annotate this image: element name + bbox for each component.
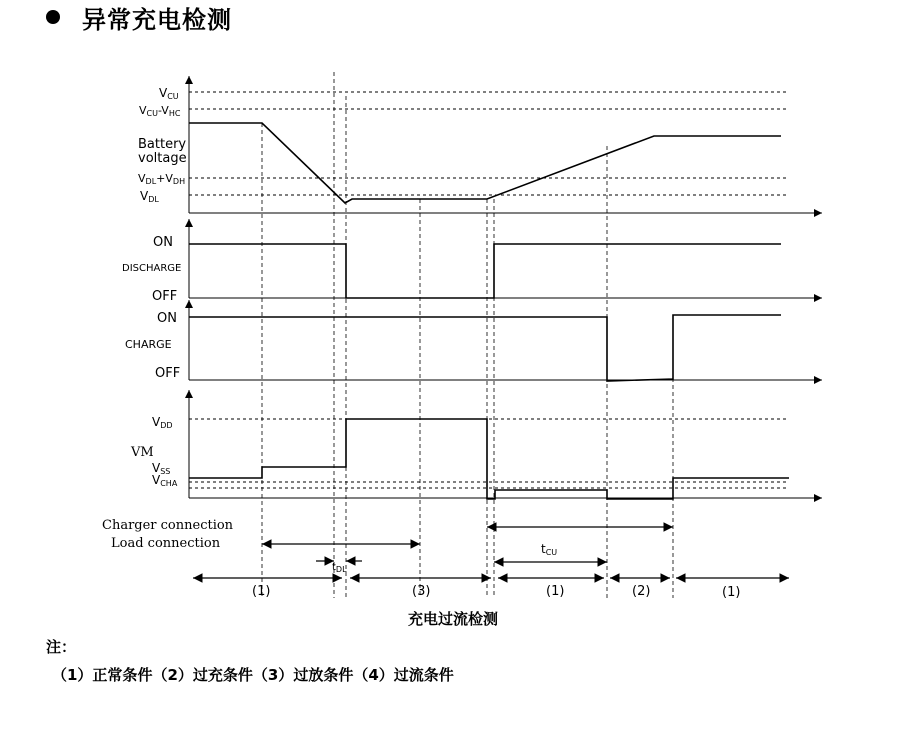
event-guides: [262, 72, 673, 598]
figure-caption: 充电过流检测: [407, 610, 498, 628]
battery-voltage-label-line1: Battery: [138, 137, 187, 152]
phase-arrows: [193, 578, 789, 600]
discharge-trace: [189, 244, 781, 298]
vdl-vdh-label: VDL+VDH: [138, 172, 186, 186]
vdd-label: VDD: [152, 415, 173, 430]
vm-label: VM: [131, 445, 154, 460]
discharge-off-label: OFF: [152, 289, 178, 304]
battery-panel: [138, 76, 822, 213]
phase-label: (1): [252, 584, 271, 599]
tdl-label: $t_{DL}$: [332, 562, 347, 574]
charge-panel: [125, 300, 822, 381]
vcu-vhc-label: VCU-VHC: [139, 104, 181, 118]
notes-label: 注：: [46, 638, 77, 656]
vss-label: VSS: [152, 461, 171, 476]
charge-trace: [189, 315, 781, 381]
connection-arrows: [102, 518, 673, 574]
vcu-label: VCU: [159, 86, 179, 101]
tcu-label: tCU: [541, 542, 558, 557]
discharge-on-label: ON: [153, 235, 173, 250]
vdl-label: VDL: [140, 189, 159, 204]
section-title-text: 异常充电检测: [82, 5, 232, 34]
charge-off-label: OFF: [155, 366, 181, 381]
vm-panel: [130, 390, 822, 499]
vcha-label: VCHA: [152, 473, 178, 488]
discharge-name-label: DISCHARGE: [122, 263, 182, 274]
charge-on-label: ON: [157, 311, 177, 326]
phase-label: (3): [412, 584, 431, 599]
vm-trace: [189, 419, 789, 499]
load-connection-label: Load connection: [111, 536, 221, 551]
discharge-panel: [122, 219, 822, 304]
phase-label: (2): [632, 584, 651, 599]
charge-name-label: CHARGE: [125, 338, 172, 351]
notes-body: （1）正常条件（2）过充条件（3）过放条件（4）过流条件: [52, 666, 454, 684]
phase-label: (1): [722, 585, 741, 600]
battery-voltage-label-line2: voltage: [138, 151, 187, 166]
charger-connection-label: Charger connection: [102, 518, 234, 533]
phase-label: (1): [546, 584, 565, 599]
battery-voltage-trace: [189, 123, 781, 203]
